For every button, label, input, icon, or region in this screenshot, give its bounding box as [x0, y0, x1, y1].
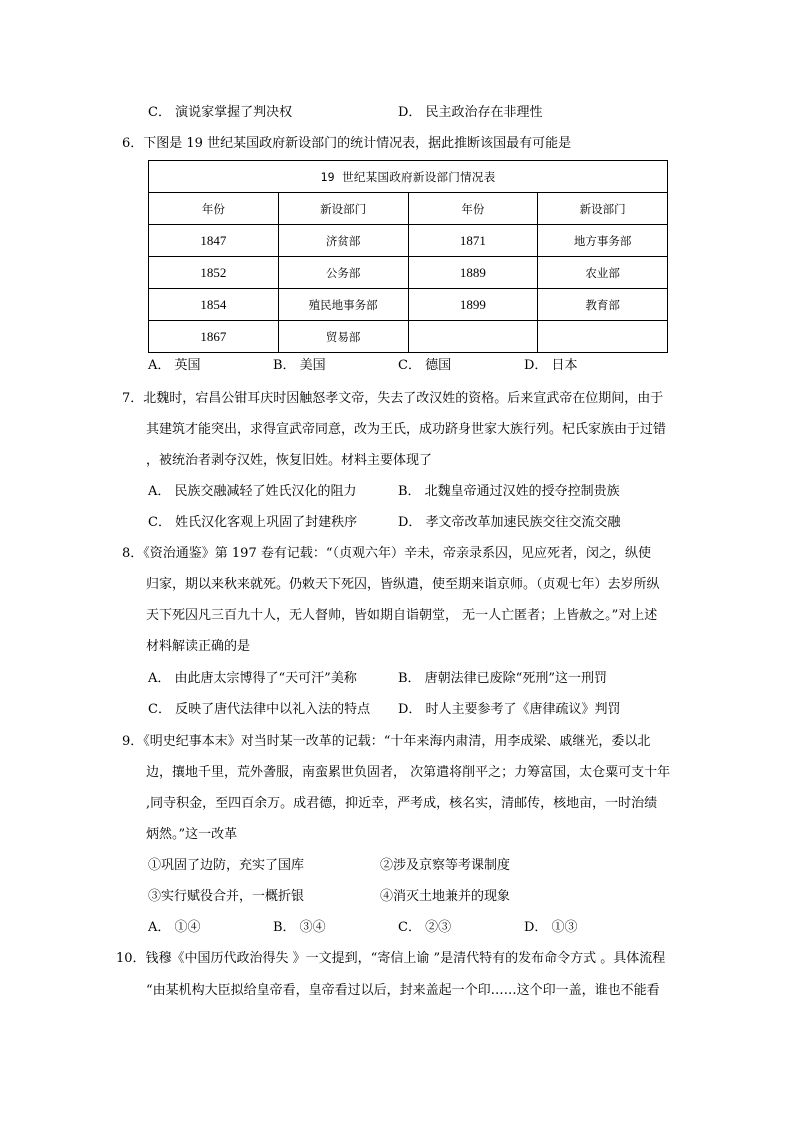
- q8-stem-line: 天下死囚凡三百九十人，无人督帅，皆如期自诣朝堂， 无一人亡匿者；上皆赦之。”对上述: [146, 608, 658, 623]
- table-cell-year: 1889: [408, 257, 538, 289]
- q7-stem-line: ，被统治者剥夺汉姓，恢复旧姓。材料主要体现了: [146, 453, 433, 468]
- q7-stem-line: 7．北魏时，宕昌公钳耳庆时因触怒孝文帝，失去了改汉姓的资格。后来宣武帝在位期间，由于: [122, 391, 664, 406]
- q10-stem-line: 10．钱穆《中国历代政治得失 》一文提到，“寄信上谕 ”是清代特有的发布命令方式 。具体流程: [116, 951, 666, 966]
- q10-stem-line: “由某机构大臣拟给皇帝看，皇帝看过以后，封来盖起一个印……这个印一盖，谁也不能看: [146, 983, 660, 998]
- q9-stem-line: 边，攘地千里，荒外詟服，南蛮累世负固者， 次第遣将削平之；力筹富国，太仓粟可支十年: [146, 765, 671, 780]
- table-header-row: [149, 193, 668, 225]
- q8-option-b: B． 唐朝法律已废除“死刑”这一刑罚: [398, 671, 607, 686]
- q5-option-d: D． 民主政治存在非理性: [398, 105, 543, 120]
- q7-option-b: B． 北魏皇帝通过汉姓的授夺控制贵族: [398, 484, 620, 499]
- q8-stem-line: 8．《资治通鉴》第 197 卷有记载：“（贞观六年）辛未，帝亲录系囚，见应死者，闵之，纵使: [122, 546, 651, 561]
- q8-option-a: A． 由此唐太宗博得了“天可汗”美称: [148, 671, 357, 686]
- q6-option-c: C． 德国: [398, 358, 452, 373]
- q9-stem-line: 9．《明史纪事本末》对当时某一改革的记载：“十年来海内肃清，用李成梁、戚继光，委以北: [122, 734, 651, 749]
- departments-table: [148, 160, 668, 353]
- table-header: 年份: [149, 193, 279, 225]
- q7-stem-line: 其建筑才能突出，求得宣武帝同意，改为王氏，成功跻身世家大族行列。杞氏家族由于过错: [146, 422, 667, 437]
- q9-item-3: ③实行赋役合并，一概折银: [148, 889, 305, 904]
- table-cell-department: 殖民地事务部: [278, 289, 408, 321]
- table-row: [149, 257, 668, 289]
- q6-option-a: A． 英国: [148, 358, 201, 373]
- q8-option-d: D． 时人主要参考了《唐律疏议》判罚: [398, 702, 621, 717]
- q8-option-c: C． 反映了唐代法律中以礼入法的特点: [148, 702, 371, 717]
- table-cell-year: 1871: [408, 225, 538, 257]
- table-cell-year: [408, 321, 538, 353]
- table-cell-department: 济贫部: [278, 225, 408, 257]
- table-cell-year: 1899: [408, 289, 538, 321]
- table-caption: 19 世纪某国政府新设部门情况表: [149, 161, 668, 193]
- q7-option-a: A． 民族交融减轻了姓氏汉化的阻力: [148, 484, 357, 499]
- q6-stem: 6．下图是 19 世纪某国政府新设部门的统计情况表，据此推断该国最有可能是: [122, 136, 572, 151]
- table-header: 新设部门: [278, 193, 408, 225]
- table-cell-department: 地方事务部: [538, 225, 668, 257]
- table-cell-year: 1847: [149, 225, 279, 257]
- table-row: [149, 225, 668, 257]
- table-cell-year: 1867: [149, 321, 279, 353]
- table-caption-row: [149, 161, 668, 193]
- table-cell-department: 教育部: [538, 289, 668, 321]
- q9-option-b: B． ③④: [273, 920, 326, 935]
- table-cell-department: [538, 321, 668, 353]
- table-cell-year: 1852: [149, 257, 279, 289]
- q9-item-1: ①巩固了边防，充实了国库: [148, 858, 305, 873]
- table-row: [149, 321, 668, 353]
- q7-option-c: C． 姓氏汉化客观上巩固了封建秩序: [148, 515, 358, 530]
- table-header: 年份: [408, 193, 538, 225]
- q5-option-c: C． 演说家掌握了判决权: [148, 105, 293, 120]
- q9-item-4: ④消灭土地兼并的现象: [380, 889, 511, 904]
- q6-option-d: D． 日本: [524, 358, 578, 373]
- q9-stem-line: 炳然。”这一改革: [146, 827, 238, 842]
- q8-stem-line: 归家，期以来秋来就死。仍敕天下死囚，皆纵遣，使至期来诣京师。（贞观七年）去岁所纵: [146, 577, 660, 592]
- q8-stem-line: 材料解读正确的是: [146, 639, 251, 654]
- table-header: 新设部门: [538, 193, 668, 225]
- q9-stem-line: ,同寺积金，至四百余万。成君德，抑近幸，严考成，核名实，清邮传，核地亩，一时治绩: [146, 796, 658, 811]
- table-cell-department: 公务部: [278, 257, 408, 289]
- q9-option-c: C． ②③: [398, 920, 452, 935]
- table-row: [149, 289, 668, 321]
- q6-option-b: B． 美国: [273, 358, 326, 373]
- table-cell-department: 贸易部: [278, 321, 408, 353]
- q9-option-a: A． ①④: [148, 920, 201, 935]
- q9-item-2: ②涉及京察等考课制度: [380, 858, 511, 873]
- table-cell-year: 1854: [149, 289, 279, 321]
- table-cell-department: 农业部: [538, 257, 668, 289]
- q7-option-d: D． 孝文帝改革加速民族交往交流交融: [398, 515, 621, 530]
- q9-option-d: D． ①③: [524, 920, 578, 935]
